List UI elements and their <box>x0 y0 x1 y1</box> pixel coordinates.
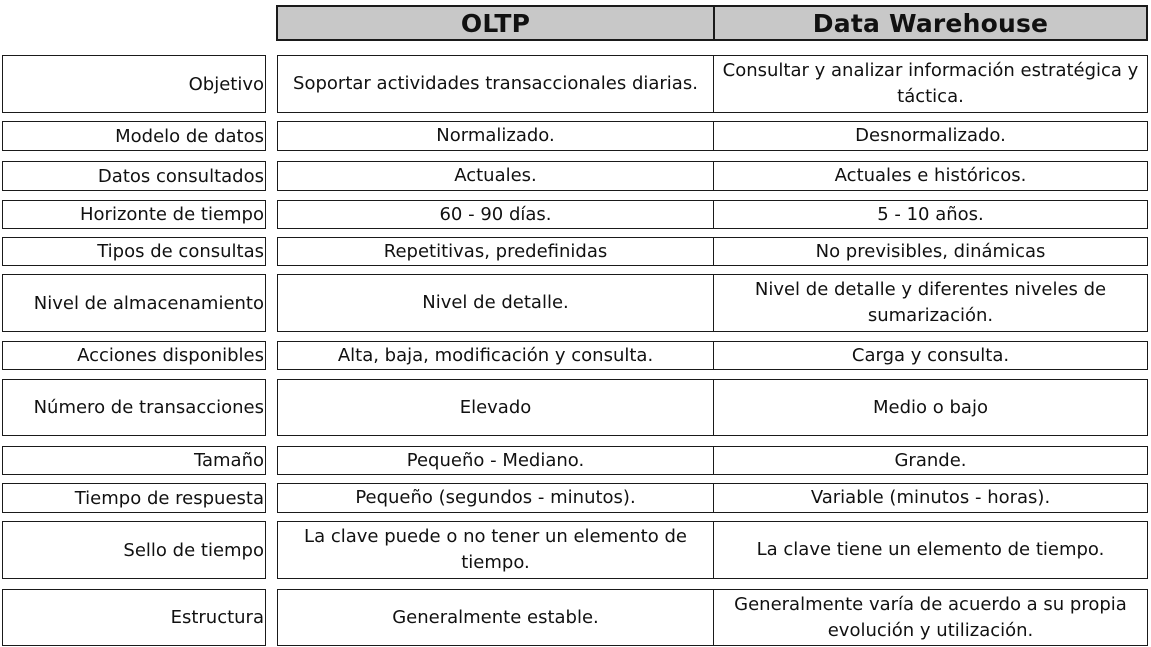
row-label: Modelo de datos <box>2 121 266 151</box>
row-label: Tipos de consultas <box>2 237 266 266</box>
table-row-sello-tiempo <box>2 521 1148 579</box>
table-row-estructura <box>2 589 1148 646</box>
dw-cell: Nivel de detalle y diferentes niveles de sumarización. <box>754 279 1107 326</box>
oltp-cell: Generalmente estable. <box>278 590 714 645</box>
oltp-cell: Actuales. <box>278 162 714 190</box>
dw-cell: 5 - 10 años. <box>877 203 984 225</box>
row-label: Tamaño <box>2 446 266 475</box>
dw-cell: La clave tiene un elemento de tiempo. <box>756 539 1105 560</box>
table-row-horizonte <box>2 200 1148 229</box>
oltp-cell: Pequeño (segundos - minutos). <box>278 484 714 512</box>
row-label: Horizonte de tiempo <box>2 200 266 229</box>
dw-cell: Variable (minutos - horas). <box>810 487 1051 508</box>
table-row-tiempo-respuesta <box>2 483 1148 513</box>
dw-cell: Generalmente varía de acuerdo a su propia evolución y utilización. <box>734 593 1127 641</box>
row-label: Datos consultados <box>2 161 266 191</box>
oltp-cell: Normalizado. <box>278 122 714 150</box>
table-row-acciones <box>2 341 1148 370</box>
oltp-cell: 60 - 90 días. <box>278 201 714 228</box>
dw-cell: Carga y consulta. <box>851 344 1010 366</box>
row-label: Objetivo <box>2 55 266 113</box>
oltp-cell: Alta, baja, modificación y consulta. <box>278 342 714 369</box>
oltp-cell: Repetitivas, predefinidas <box>278 238 714 265</box>
row-label: Sello de tiempo <box>2 521 266 579</box>
row-label: Nivel de almacenamiento <box>2 274 266 332</box>
table-row-tipos-consultas <box>2 237 1148 266</box>
oltp-cell: Soportar actividades transaccionales diarias. <box>278 56 714 112</box>
oltp-cell: Elevado <box>278 380 714 435</box>
row-label: Tiempo de respuesta <box>2 483 266 513</box>
dw-cell: Medio o bajo <box>873 396 988 418</box>
oltp-cell: Pequeño - Mediano. <box>278 447 714 474</box>
oltp-cell: Nivel de detalle. <box>278 275 714 331</box>
dw-cell: Consultar y analizar información estratégica y táctica. <box>722 60 1139 107</box>
table-row-datos-consultados <box>2 161 1148 191</box>
row-label: Acciones disponibles <box>2 341 266 370</box>
table-row-tamano <box>2 446 1148 475</box>
table-row-modelo <box>2 121 1148 151</box>
column-header-data-warehouse: Data Warehouse <box>713 5 1148 41</box>
table-row-nivel-almacenamiento <box>2 274 1148 332</box>
table-row-objetivo <box>2 55 1148 113</box>
dw-cell: Desnormalizado. <box>855 125 1006 146</box>
oltp-cell: La clave puede o no tener un elemento de tiempo. <box>278 522 714 578</box>
dw-cell: Grande. <box>894 449 967 471</box>
dw-cell: Actuales e históricos. <box>834 165 1027 186</box>
row-label: Estructura <box>2 589 266 646</box>
dw-cell: No previsibles, dinámicas <box>815 240 1046 262</box>
column-header-oltp: OLTP <box>276 5 715 41</box>
row-label: Número de transacciones <box>2 379 266 436</box>
table-row-numero-transacciones <box>2 379 1148 436</box>
